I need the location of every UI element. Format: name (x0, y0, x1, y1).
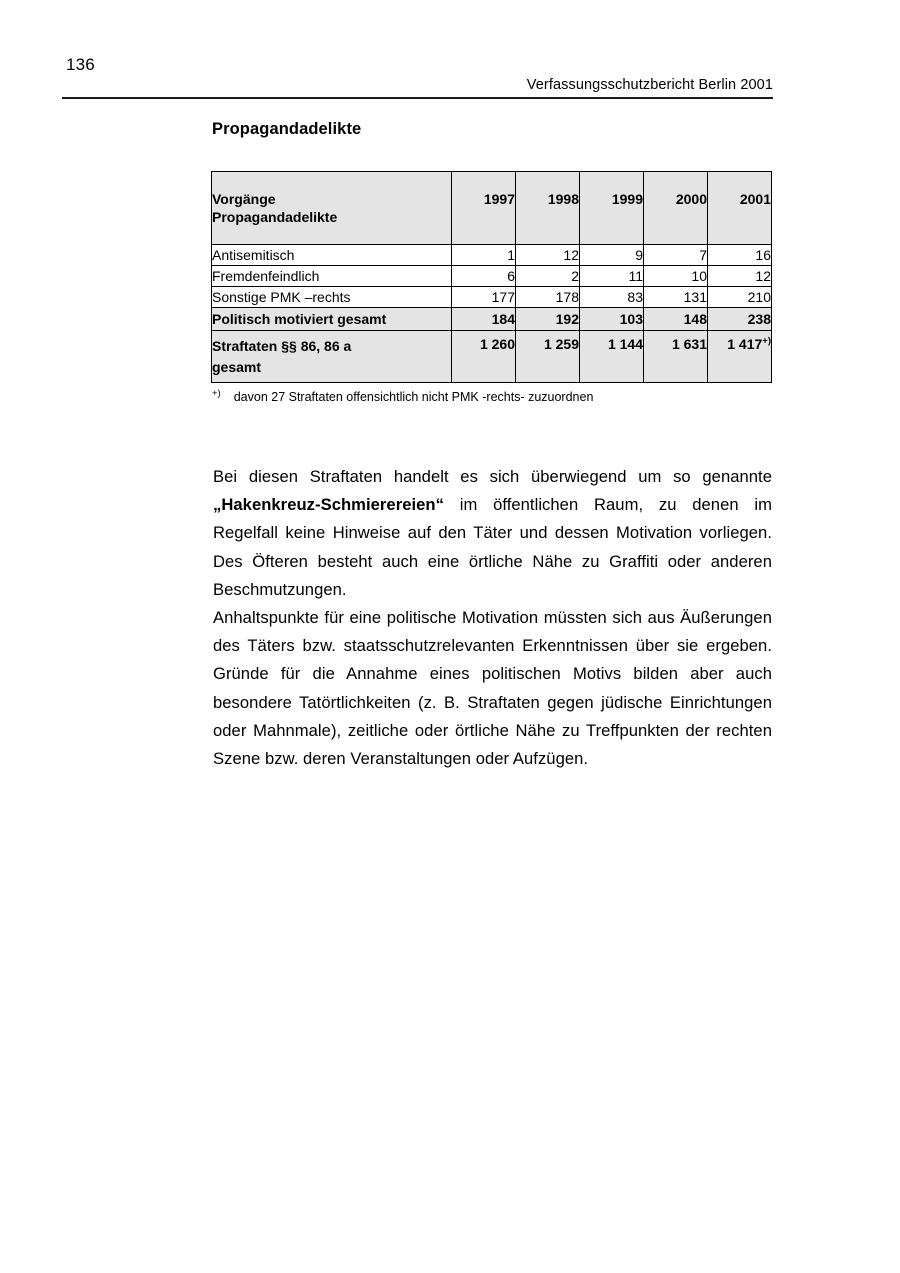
header-cell-category (212, 172, 452, 245)
paragraph-1-emphasis: „Hakenkreuz-Schmierereien“ (213, 495, 444, 515)
header-divider (62, 97, 773, 99)
header-cell-year-1997: 1997 (452, 172, 516, 245)
propagandadelikte-table (211, 171, 772, 383)
row-value: 103 (580, 308, 644, 331)
header-cell-year-2001: 2001 (708, 172, 772, 245)
header-label-line2: Propagandadelikte (212, 209, 338, 225)
section-heading: Propagandadelikte (212, 120, 362, 138)
row-label: Politisch motiviert gesamt (212, 308, 452, 331)
row-value: 178 (516, 287, 580, 308)
paragraph-1-text-before-bold: Bei diesen Straftaten handelt es sich überwiegend um so genannte (213, 467, 772, 486)
row-value: 2 (516, 266, 580, 287)
row-value: 131 (644, 287, 708, 308)
table-row (212, 266, 772, 287)
row-value: 6 (452, 266, 516, 287)
table-footnote (212, 389, 593, 405)
grand-row-label (212, 331, 452, 383)
page-number: 136 (66, 55, 95, 74)
grand-label-line1: Straftaten §§ 86, 86 a (212, 338, 352, 354)
row-value: 7 (644, 245, 708, 266)
row-value: 11 (580, 266, 644, 287)
body-copy (213, 463, 772, 773)
grand-row-value-footnoted (708, 331, 772, 383)
page-header (62, 55, 773, 100)
grand-row-value: 1 260 (452, 331, 516, 383)
row-value: 10 (644, 266, 708, 287)
table-row (212, 287, 772, 308)
row-value: 16 (708, 245, 772, 266)
row-label: Antisemitisch (212, 245, 452, 266)
row-label: Sonstige PMK –rechts (212, 287, 452, 308)
table-row (212, 245, 772, 266)
row-value: 12 (516, 245, 580, 266)
row-value: 1 (452, 245, 516, 266)
table-header-row (212, 172, 772, 245)
table-grand-total-row (212, 331, 772, 383)
grand-row-value: 1 417 (727, 336, 763, 352)
header-cell-year-2000: 2000 (644, 172, 708, 245)
header-label-line1: Vorgänge (212, 191, 276, 207)
header-cell-year-1998: 1998 (516, 172, 580, 245)
row-value: 210 (708, 287, 772, 308)
table-total-row (212, 308, 772, 331)
footnote-text: davon 27 Straftaten offensichtlich nicht PMK -rechts- zuzuordnen (233, 390, 594, 404)
row-value: 184 (452, 308, 516, 331)
propagandadelikte-table-container (211, 171, 771, 383)
paragraph-1 (213, 463, 772, 604)
grand-row-value: 1 144 (580, 331, 644, 383)
row-value: 177 (452, 287, 516, 308)
row-value: 238 (708, 308, 772, 331)
row-value: 148 (644, 308, 708, 331)
row-value: 192 (516, 308, 580, 331)
row-value: 83 (580, 287, 644, 308)
footnote-marker-icon: +) (762, 335, 771, 347)
grand-label-line2: gesamt (212, 359, 262, 375)
row-label: Fremdenfeindlich (212, 266, 452, 287)
row-value: 9 (580, 245, 644, 266)
paragraph-2: Anhaltspunkte für eine politische Motivation müssten sich aus Äußerungen des Täters bzw. staatsschutzrelevanten Erkenntnissen über sie ergeben. Gründe für die Annahme eines politischen Motivs bilden aber auch besondere Tatörtlichkeiten (z. B. Straftaten gegen jüdische Einrichtungen oder Mahnmale), zeitliche oder örtliche Nähe zu Treffpunkten der rechten Szene bzw. deren Veranstaltungen oder Aufzügen. (213, 608, 772, 769)
header-cell-year-1999: 1999 (580, 172, 644, 245)
running-head: Verfassungsschutzbericht Berlin 2001 (526, 77, 773, 93)
grand-row-value: 1 259 (516, 331, 580, 383)
footnote-marker-icon: +) (212, 387, 221, 399)
row-value: 12 (708, 266, 772, 287)
grand-row-value: 1 631 (644, 331, 708, 383)
paragraph-1-text-after-bold: im öffentlichen Raum, zu denen im Regelfall keine Hinweise auf den Täter und dessen Motivation vorliegen. Des Öfteren besteht auch eine örtliche Nähe zu Graffiti oder anderen Beschmutzungen. (213, 495, 772, 599)
